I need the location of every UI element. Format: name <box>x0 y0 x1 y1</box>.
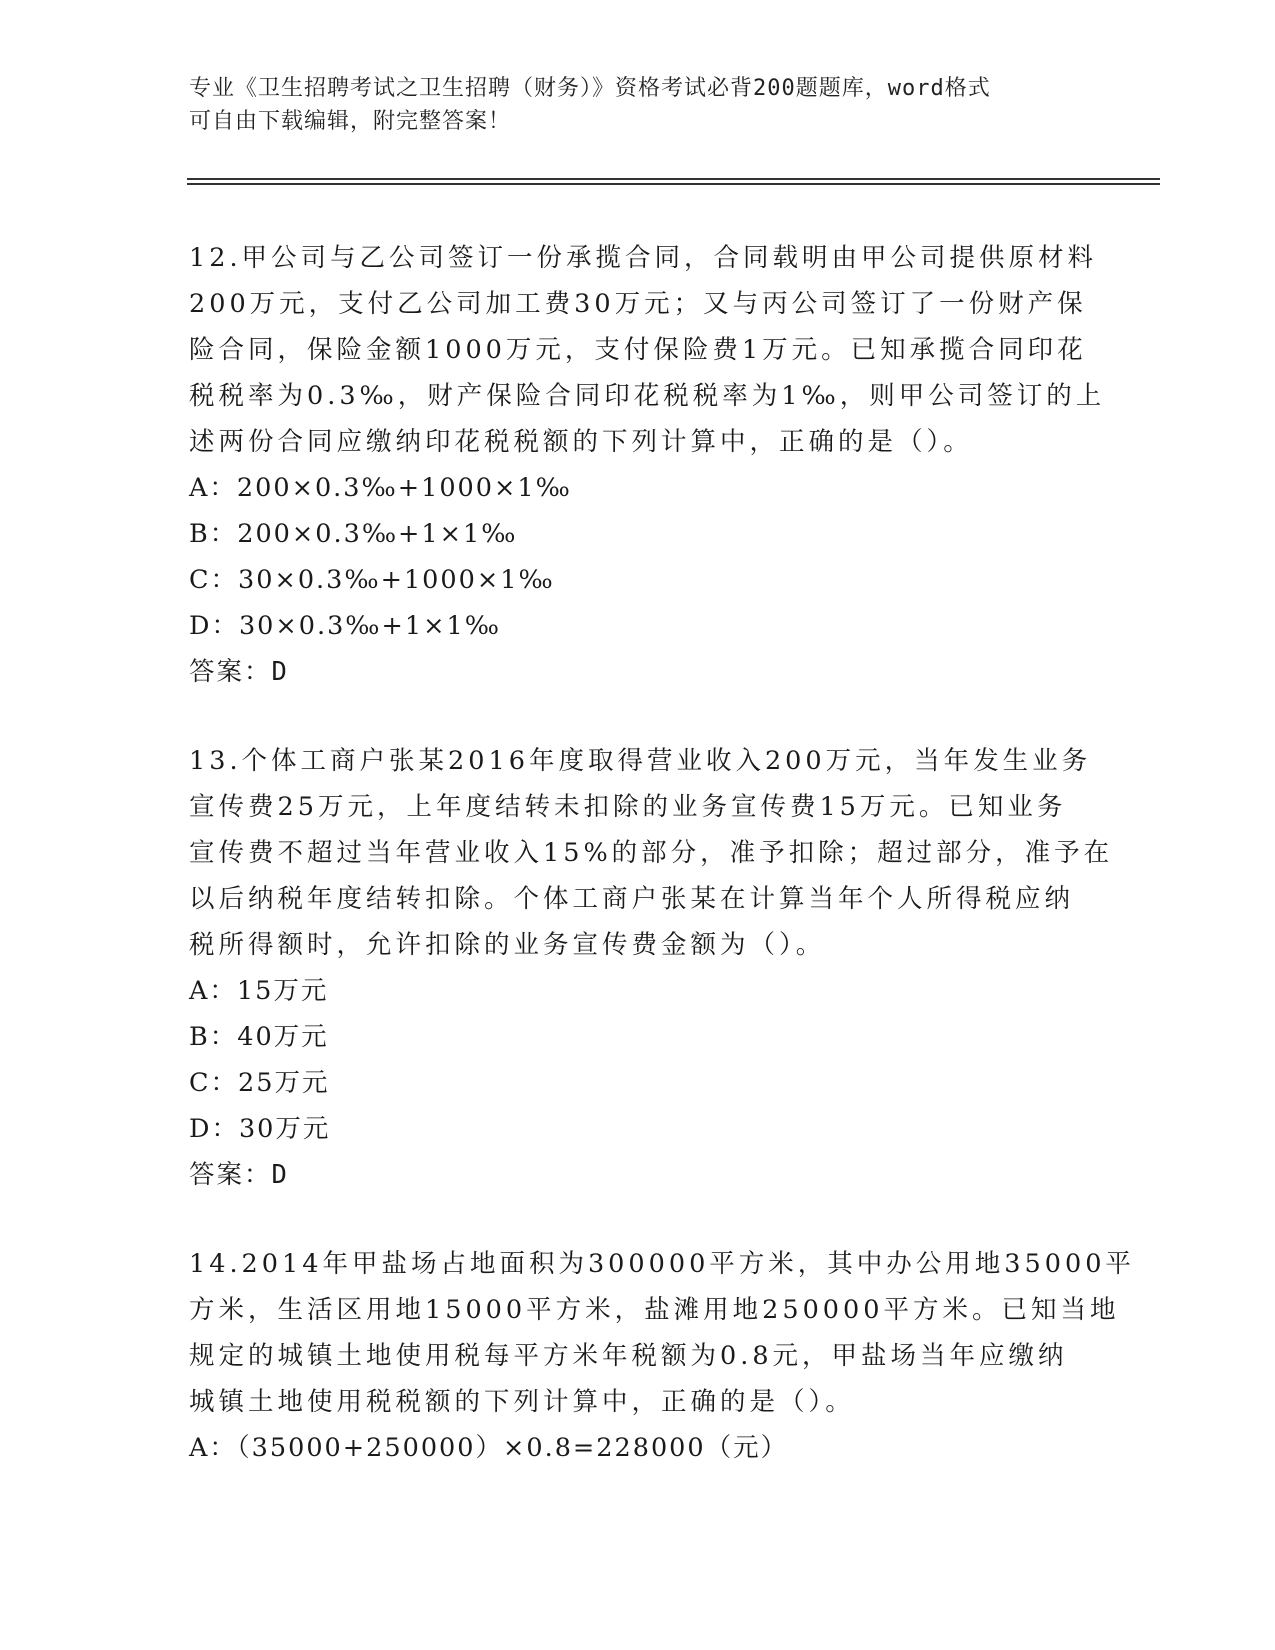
question-stem <box>189 235 1106 465</box>
option-d: D：30×0.3‰+1×1‰ <box>189 611 501 641</box>
answer-label: 答案：D <box>189 657 289 687</box>
header-line-2: 可自由下载编辑，附完整答案！ <box>189 109 512 134</box>
header-divider-top <box>187 178 1160 180</box>
option-a: A：15万元 <box>189 976 329 1006</box>
header-line-1: 专业《卫生招聘考试之卫生招聘（财务）》资格考试必背200题题库，word格式 <box>189 76 991 101</box>
question-line: 税税率为0.3‰，财产保险合同印花税税率为1‰，则甲公司签订的上 <box>189 381 1106 411</box>
question-stem <box>189 1241 1135 1425</box>
option-c: C：25万元 <box>189 1068 330 1098</box>
header-divider-bottom <box>187 183 1160 185</box>
answer-label: 答案：D <box>189 1160 289 1190</box>
question-line: 200万元，支付乙公司加工费30万元；又与丙公司签订了一份财产保 <box>189 289 1087 319</box>
question-stem <box>189 738 1114 968</box>
question-line: 规定的城镇土地使用税每平方米年税额为0.8元，甲盐场当年应缴纳 <box>189 1341 1068 1371</box>
question-14 <box>189 1241 1135 1471</box>
question-line: 税所得额时，允许扣除的业务宣传费金额为（）。 <box>189 930 826 960</box>
option-d: D：30万元 <box>189 1114 331 1144</box>
question-line: 城镇土地使用税税额的下列计算中，正确的是（）。 <box>189 1387 855 1417</box>
question-line: 14.2014年甲盐场占地面积为300000平方米，其中办公用地35000平 <box>189 1249 1135 1279</box>
question-line: 以后纳税年度结转扣除。个体工商户张某在计算当年个人所得税应纳 <box>189 884 1075 914</box>
question-line: 述两份合同应缴纳印花税税额的下列计算中，正确的是（）。 <box>189 427 973 457</box>
question-line: 宣传费25万元，上年度结转未扣除的业务宣传费15万元。已知业务 <box>189 792 1067 822</box>
question-line: 宣传费不超过当年营业收入15%的部分，准予扣除；超过部分，准予在 <box>189 838 1114 868</box>
question-line: 方米，生活区用地15000平方米，盐滩用地250000平方米。已知当地 <box>189 1295 1120 1325</box>
document-header <box>189 72 1089 138</box>
question-12 <box>189 235 1106 695</box>
question-13 <box>189 738 1114 1198</box>
option-c: C：30×0.3‰+1000×1‰ <box>189 565 555 595</box>
question-line: 险合同，保险金额1000万元，支付保险费1万元。已知承揽合同印花 <box>189 335 1087 365</box>
question-line: 12.甲公司与乙公司签订一份承揽合同，合同载明由甲公司提供原材料 <box>189 243 1098 273</box>
option-b: B：40万元 <box>189 1022 329 1052</box>
option-b: B：200×0.3‰+1×1‰ <box>189 519 518 549</box>
question-line: 13.个体工商户张某2016年度取得营业收入200万元，当年发生业务 <box>189 746 1092 776</box>
option-a: A：200×0.3‰+1000×1‰ <box>189 473 572 503</box>
option-a: A：（35000+250000）×0.8=228000（元） <box>189 1433 789 1463</box>
